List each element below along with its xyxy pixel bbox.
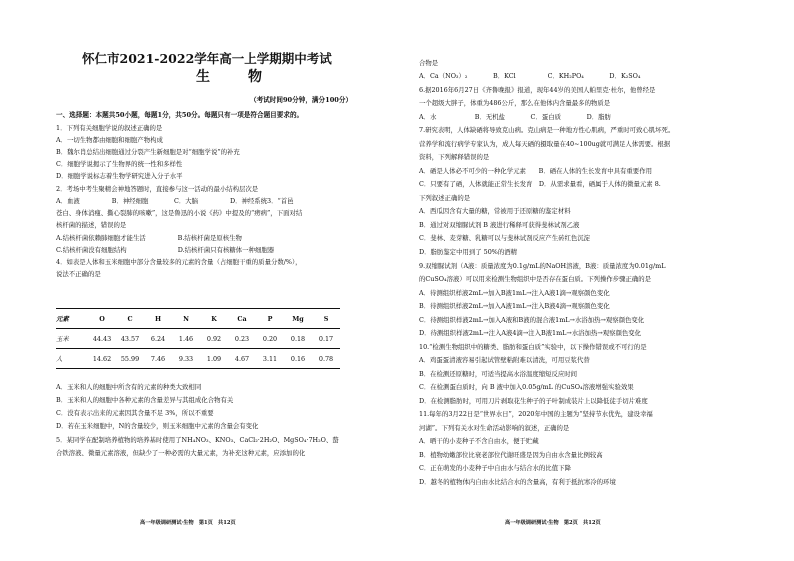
option-line: A．待测组织样液2mL→加入B液1mL→注入A液1滴→观察颜色变化 xyxy=(419,289,610,297)
page-footer: 高一年级调研测试·生物 第2页 共12页 xyxy=(505,520,601,526)
option-line: C．只要有了硒，人体就能正常生长发育 D．从需求量看，硒属于人体的微量元素 8. xyxy=(419,180,661,188)
option-line: A.结核杆菌依赖肺细胞才能生活 B.结核杆菌是原核生物 xyxy=(56,234,242,242)
table-cell: 7.46 xyxy=(144,349,172,369)
table-cell: 55.99 xyxy=(116,349,144,369)
option-line: A．鸡蛋蛋清液容易引起试管壁粘附难以清洗，可用豆浆代替 xyxy=(419,356,590,364)
right-page xyxy=(397,0,794,561)
option-line: B．通过对双缩脲试剂 B 液进行稀释可获得斐林试剂乙液 xyxy=(419,221,580,229)
question-line: 一个超级大胖子，体重为486公斤，那么在他体内含量最多的物质是 xyxy=(419,99,611,107)
table-cell: 0.18 xyxy=(284,329,312,349)
question-line: 6.据2016年6月27日《齐鲁晚报》报道，现年44岁的美国人帕里克·杜尔，他曾经是 xyxy=(419,86,656,94)
table-row xyxy=(56,329,340,349)
question-line: 合物是 xyxy=(419,59,439,67)
question-line: 7.研究表明，人体缺硒将导致克山病。克山病是一种地方性心肌病，严重时可致心肌坏死。 xyxy=(419,126,675,134)
table-cell: C xyxy=(116,309,144,329)
table-row xyxy=(56,349,340,369)
option-line: B．植物幼嫩部位比衰老部位代谢旺盛是因为自由水含量比例较高 xyxy=(419,451,603,459)
table-cell: S xyxy=(312,309,340,329)
option-line: A．水 B．无机盐 C．蛋白质 D．脂肪 xyxy=(419,113,611,121)
question-line: 9.双缩脲试剂（A液：质量浓度为0.1g/mL的NaOH溶液，B液：质量浓度为0.01g/mL xyxy=(419,262,666,270)
table-cell: 0.16 xyxy=(284,349,312,369)
option-line: A．西瓜因含有大量的糖，常被用于还原糖的鉴定材料 xyxy=(419,207,571,215)
subject-title: 生物 xyxy=(196,69,300,85)
table-cell: 1.09 xyxy=(200,349,228,369)
section-heading: 一、选择题：本题共50小题，每题1分，共50分。每题只有一项是符合题目要求的。 xyxy=(56,111,304,119)
table-cell: 6.24 xyxy=(144,329,172,349)
option-line: A．血液 B．神经细胞 C．大脑 D．神经系统3．“首邑 xyxy=(56,197,294,205)
option-line: D．在检测脂肪时，可用刀片剥取花生种子的子叶制成装片上以降低徒手切片难度 xyxy=(419,397,648,405)
option-line: C．待测组织样液2mL→加入A液和B液的混合液1mL→水浴加热→观察颜色变化 xyxy=(419,316,645,324)
option-line: C．在检测蛋白质时，向 B 液中加入0.05g/mL 的CuSO₄溶液增强实验效果 xyxy=(419,383,634,391)
table-header-row xyxy=(56,309,340,329)
exam-note: （考试时间90分钟，满分100分） xyxy=(250,96,353,104)
question-line: 11.每年的3月22日是“世界水日”，2020年中国的主题为“坚持节水优先，建设幸福 xyxy=(419,410,653,418)
option-line: D．脂肪鉴定中用到了 50%的酒精 xyxy=(419,248,518,256)
option-line: C．正在萌发的小麦种子中自由水与结合水的比值下降 xyxy=(419,464,571,472)
option-line: A．晒干的小麦种子不含自由水，便于贮藏 xyxy=(419,437,539,445)
question-line: 资料，下列解释错误的是 xyxy=(419,153,490,161)
option-line: A．玉米和人的细胞中所含有的元素的种类大致相同 xyxy=(56,383,202,391)
question-line: 的CuSO₄溶液）可以用来检测生物组织中是否存在蛋白质。下列操作步骤正确的是 xyxy=(419,275,652,283)
option-line: D．若在玉米细胞中，N的含量较少，则玉米细胞中元素的含量会有变化 xyxy=(56,422,259,430)
table-cell: 43.57 xyxy=(116,329,144,349)
table-cell: P xyxy=(256,309,284,329)
table-cell: 0.17 xyxy=(312,329,340,349)
table-cell: 人 xyxy=(56,349,88,369)
option-line: D．细胞学说标志着生物学研究进入分子水平 xyxy=(56,172,183,180)
table-cell: 14.62 xyxy=(88,349,116,369)
option-line: A．硒是人体必不可少的一种化学元素 B．硒在人体的生长发育中具有重要作用 xyxy=(419,167,652,175)
option-line: A．Ca（NO₃）₂ B．KCl C．KH₂PO₄ D．K₂SO₄ xyxy=(419,72,641,80)
table-cell: 0.78 xyxy=(312,349,340,369)
question-line: 营养学和流行病学专家认为，成人每天硒的摄取量在40~100ug就可满足人体需要。根据 xyxy=(419,140,671,148)
table-cell: 玉米 xyxy=(56,329,88,349)
element-content-table xyxy=(56,308,340,369)
exam-title: 怀仁市2021-2022学年高一上学期期中考试 xyxy=(82,51,332,66)
table-cell: K xyxy=(200,309,228,329)
table-cell: 0.23 xyxy=(228,329,256,349)
question-line: 10.“检测生物组织中的糖类、脂肪和蛋白质”实验中，以下操作错误或不可行的是 xyxy=(419,343,647,351)
table-cell: 0.92 xyxy=(200,329,228,349)
table-cell: Ca xyxy=(228,309,256,329)
option-line: C．斐林、麦芽糖、乳糖可以与斐林试剂反应产生砖红色沉淀 xyxy=(419,234,591,242)
question-line: 5．某同学在配制培养植物的培养基时使用了NH₄NO₃、KNO₃、CaCl₂·2H₂O、MgSO₄·7H₂O、螯 xyxy=(56,436,339,444)
page-footer: 高一年级调研测试·生物 第1页 共12页 xyxy=(140,520,236,526)
option-line: D．越冬的植物体内自由水比结合水的含量高，有利于抵抗寒冷的环境 xyxy=(419,478,616,486)
option-line: B．玉米和人的细胞中各种元素的含量差异与其组成化合物有关 xyxy=(56,396,234,404)
question-line: 2．考场中考生聚精会神地答题时，直接参与这一活动的最小结构层次是 xyxy=(56,185,259,193)
option-line: B．魏尔肖总结出细胞通过分裂产生新细胞是对“细胞学说”的补充 xyxy=(56,148,240,156)
question-line: 河湖”。下列有关水对生命活动影响的叙述，正确的是 xyxy=(419,424,570,432)
option-line: A．一切生物都由细胞和细胞产物构成 xyxy=(56,136,163,144)
table-cell: 9.33 xyxy=(172,349,200,369)
option-line: C．细胞学说揭示了生物界的统一性和多样性 xyxy=(56,160,183,168)
option-line: C.结核杆菌没有细胞结构 D.结核杆菌只有核糖体一种细胞器 xyxy=(56,246,275,254)
table-cell: 1.46 xyxy=(172,329,200,349)
option-line: B．在检测还原糖时，可适当提高水浴温度缩短反应时间 xyxy=(419,370,578,378)
table-cell: N xyxy=(172,309,200,329)
question-line: 1．下列有关细胞学说的叙述正确的是 xyxy=(56,124,163,132)
table-cell: O xyxy=(88,309,116,329)
option-line: D．待测组织样液2mL→注入A液4滴→注入B液1mL→水浴加热→观察颜色变化 xyxy=(419,329,642,337)
question-line: 下列叙述正确的是 xyxy=(419,194,471,202)
question-line: 核杆菌的描述，错误的是 xyxy=(56,221,127,229)
option-line: C．没有表示出来的元素因其含量不足 3%，所以不重要 xyxy=(56,409,214,417)
table-cell: H xyxy=(144,309,172,329)
option-line: B．待测组织样液2mL→加入A液1mL→注入B液4滴→观察颜色变化 xyxy=(419,302,610,310)
table-cell: 元素 xyxy=(56,309,88,329)
table-cell: 44.43 xyxy=(88,329,116,349)
question-line: 苍白、身体消瘦、撕心裂肺的咳嗽”，这是鲁迅的小说《药》中提及的“痨病”，下面对结 xyxy=(56,209,303,217)
question-line: 说法不正确的是 xyxy=(56,270,101,278)
table-cell: 4.67 xyxy=(228,349,256,369)
question-line: 4．如表是人体和玉米细胞中部分含量较多的元素的含量（占细胞干重的质量分数/%）， xyxy=(56,258,302,266)
question-line: 合铁溶液、微量元素溶液，但缺少了一种必需的大量元素，为补充这种元素，应添加的化 xyxy=(56,449,306,457)
table-cell: Mg xyxy=(284,309,312,329)
table-cell: 0.20 xyxy=(256,329,284,349)
table-cell: 3.11 xyxy=(256,349,284,369)
